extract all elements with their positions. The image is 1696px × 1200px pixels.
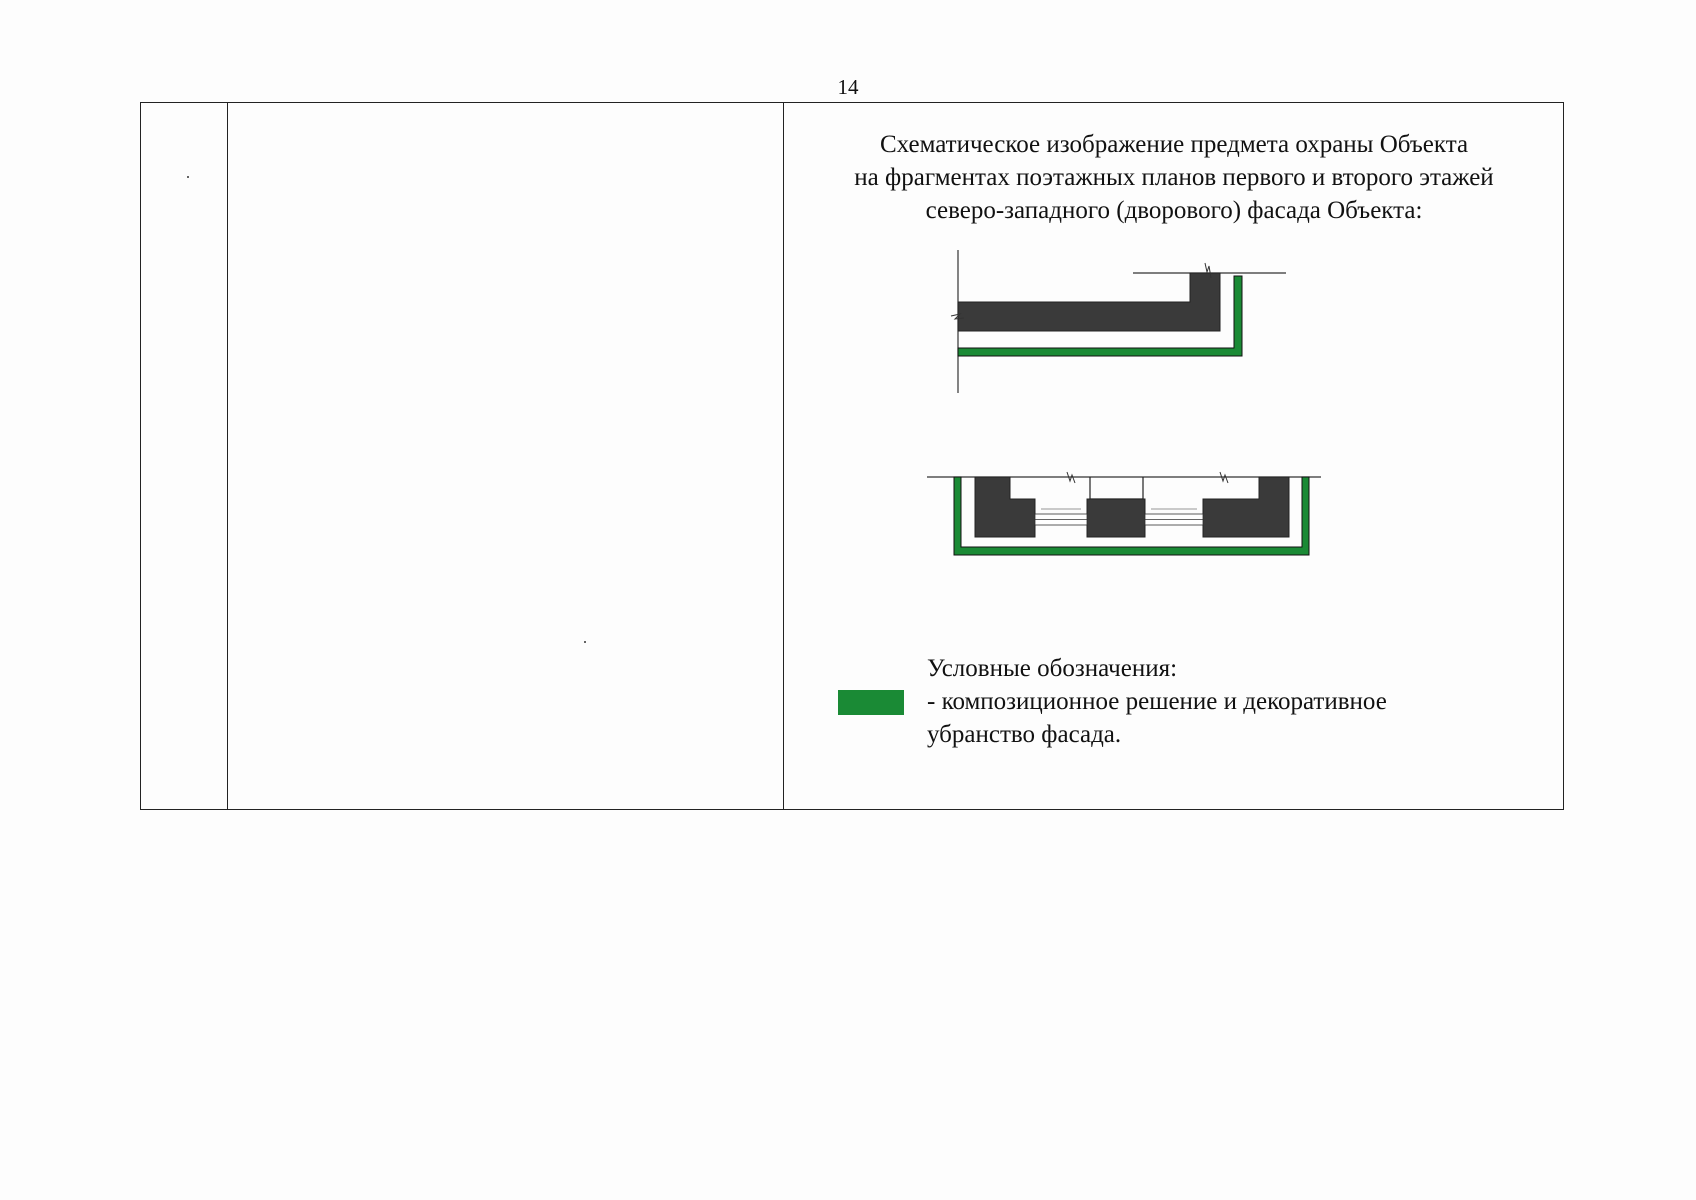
section-heading (784, 128, 1564, 227)
scan-speck (187, 176, 189, 178)
legend-item-line-2: убранство фасада. (927, 721, 1122, 748)
legend-title: Условные обозначения: (927, 655, 1178, 682)
heading-line-1: Схематическое изображение предмета охраны Объекта (879, 131, 1469, 158)
legend (927, 652, 1387, 751)
page-number: 14 (837, 75, 859, 99)
legend-item-line-1: - композиционное решение и декоративное (927, 688, 1387, 715)
wall-block (975, 477, 1035, 537)
wall-block (1203, 477, 1289, 537)
table-column-divider-1 (227, 103, 228, 809)
heading-line-3: северо-западного (дворового) фасада Объекта: (925, 197, 1423, 224)
scan-speck (584, 641, 586, 643)
legend-swatch-green (838, 690, 904, 715)
floor-plan-fragment-facade (925, 465, 1325, 565)
wall-outline (1090, 477, 1143, 499)
floor-plan-fragment-corner (950, 248, 1300, 398)
wall-block (1087, 499, 1145, 537)
heading-line-2: на фрагментах поэтажных планов первого и второго этажей (854, 164, 1494, 191)
wall-block (958, 273, 1220, 331)
